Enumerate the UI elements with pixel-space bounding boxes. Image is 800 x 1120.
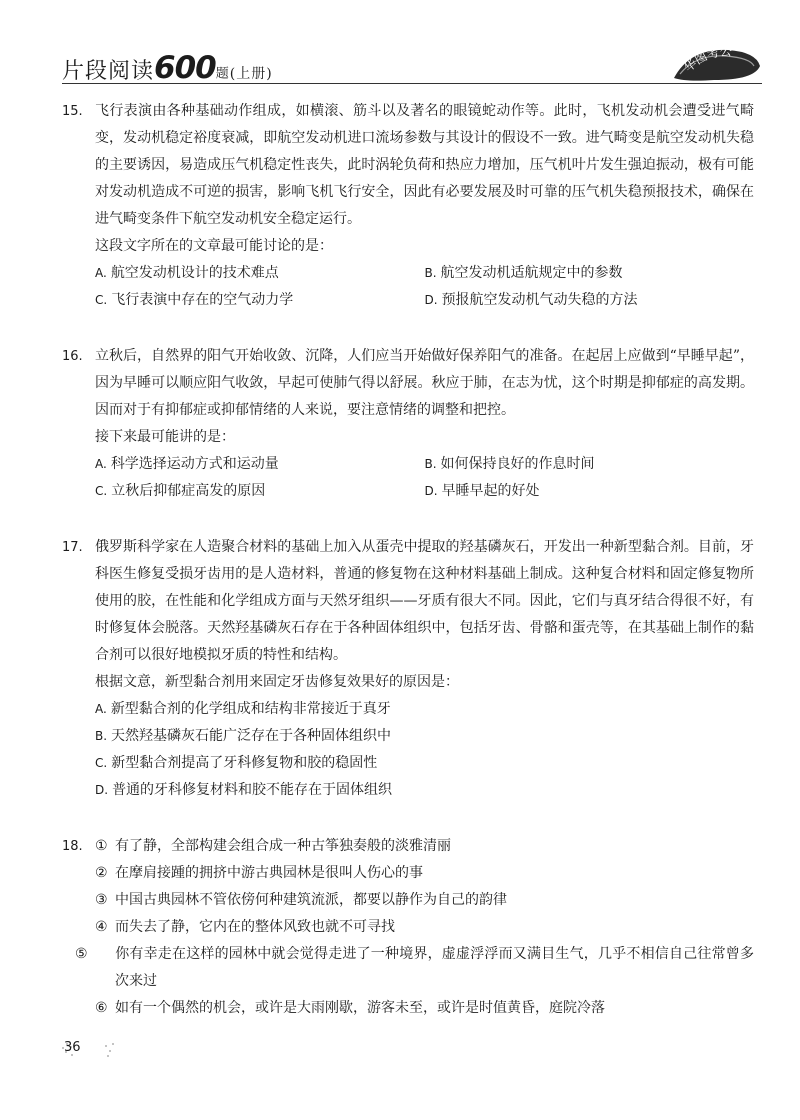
- question-prompt: 接下来最可能讲的是：: [95, 429, 235, 445]
- option-a[interactable]: A. 科学选择运动方式和运动量: [95, 456, 279, 472]
- question-prompt: 这段文字所在的文章最可能讨论的是：: [95, 238, 333, 254]
- sentence-item: ③ 中国古典园林不管依傍何种建筑流派，都要以静作为自己的韵律: [95, 892, 507, 908]
- page-number: 36: [64, 1040, 81, 1055]
- sentence-item: ① 有了静，全部构建会组合成一种古筝独奏般的淡雅清丽: [95, 838, 451, 854]
- option-a[interactable]: A. 新型黏合剂的化学组成和结构非常接近于真牙: [95, 701, 391, 717]
- option-d[interactable]: D. 普通的牙科修复材料和胶不能存在于固体组织: [95, 782, 393, 798]
- option-a[interactable]: A. 航空发动机设计的技术难点: [95, 265, 279, 281]
- option-c[interactable]: C. 立秋后抑郁症高发的原因: [95, 483, 266, 499]
- sentence-item: ⑥ 如有一个偶然的机会，或许是大雨刚歇，游客未至，或许是时值黄昏，庭院冷落: [95, 1000, 605, 1016]
- question-17: [62, 534, 754, 804]
- question-15: [62, 98, 754, 314]
- question-number: 16.: [62, 349, 83, 364]
- question-prompt: 根据文意，新型黏合剂用来固定牙齿修复效果好的原因是：: [95, 674, 459, 690]
- header-rule: [62, 83, 762, 84]
- question-passage: 立秋后，自然界的阳气开始收敛、沉降，人们应当开始做好保养阳气的准备。在起居上应做到“早睡早起”，因为早睡可以顺应阳气收敛，早起可使肺气得以舒展。秋应于肺，在志为忧，这个时期是抑郁症的高发期。因而对于有抑郁症或抑郁情绪的人来说，要注意情绪的调整和把控。: [95, 348, 754, 418]
- question-number: 15.: [62, 104, 83, 119]
- question-number: 18.: [62, 839, 83, 854]
- book-title-text: 片段阅读: [62, 59, 155, 84]
- sentence-item: ④ 而失去了静，它内在的整体风致也就不可寻找: [95, 919, 395, 935]
- option-b[interactable]: B. 航空发动机适航规定中的参数: [424, 265, 623, 281]
- option-b[interactable]: B. 如何保持良好的作息时间: [424, 456, 595, 472]
- page-header: [62, 42, 762, 92]
- sentence-item: ② 在摩肩接踵的拥挤中游古典园林是很叫人伤心的事: [95, 865, 423, 881]
- book-title-number: 600: [154, 50, 216, 86]
- publisher-logo: [670, 44, 762, 84]
- option-c[interactable]: C. 飞行表演中存在的空气动力学: [95, 292, 294, 308]
- question-number: 17.: [62, 540, 83, 555]
- option-list: [95, 260, 754, 314]
- option-c[interactable]: C. 新型黏合剂提高了牙科修复物和胶的稳固性: [95, 755, 378, 771]
- option-d[interactable]: D. 早睡早起的好处: [424, 483, 540, 499]
- option-b[interactable]: B. 天然羟基磷灰石能广泛存在于各种固体组织中: [95, 728, 392, 744]
- publisher-logo-text: 华图考公: [681, 44, 732, 75]
- option-list: [95, 451, 754, 505]
- question-passage: 俄罗斯科学家在人造聚合材料的基础上加入从蛋壳中提取的羟基磷灰石，开发出一种新型黏合剂。目前，牙科医生修复受损牙齿用的是人造材料，普通的修复物在这种材料基础上制成。这种复合材料和固定修复物所使用的胶，在性能和化学组成方面与天然牙组织——牙质有很大不同。因此，它们与真牙结合得很不好，有时修复体会脱落。天然羟基磷灰石存在于各种固体组织中，包括牙齿、骨骼和蛋壳等，在其基础上制作的黏合剂可以很好地模拟牙质的特性和结构。: [95, 539, 754, 663]
- sentence-item: ⑤ 你有幸走在这样的园林中就会觉得走进了一种境界，虚虚浮浮而又满目生气，几乎不相信自己往常曾多次来过: [75, 946, 754, 989]
- question-18: [62, 833, 754, 1022]
- question-list: [62, 98, 754, 1022]
- question-16: [62, 343, 754, 505]
- book-volume: (上册): [229, 66, 273, 82]
- option-d[interactable]: D. 预报航空发动机气动失稳的方法: [424, 292, 638, 308]
- book-title: [62, 50, 273, 86]
- book-title-suffix: 题: [215, 66, 230, 82]
- question-passage: 飞行表演由各种基础动作组成，如横滚、筋斗以及著名的眼镜蛇动作等。此时，飞机发动机会遭受进气畸变，发动机稳定裕度衰减，即航空发动机进口流场参数与其设计的假设不一致。进气畸变是航空发动机失稳的主要诱因，易造成压气机稳定性丧失，此时涡轮负荷和热应力增加，压气机叶片发生强迫振动，极有可能对发动机造成不可逆的损害，影响飞机飞行安全，因此有必要发展及时可靠的压气机失稳预报技术，确保在进气畸变条件下航空发动机安全稳定运行。: [95, 103, 754, 227]
